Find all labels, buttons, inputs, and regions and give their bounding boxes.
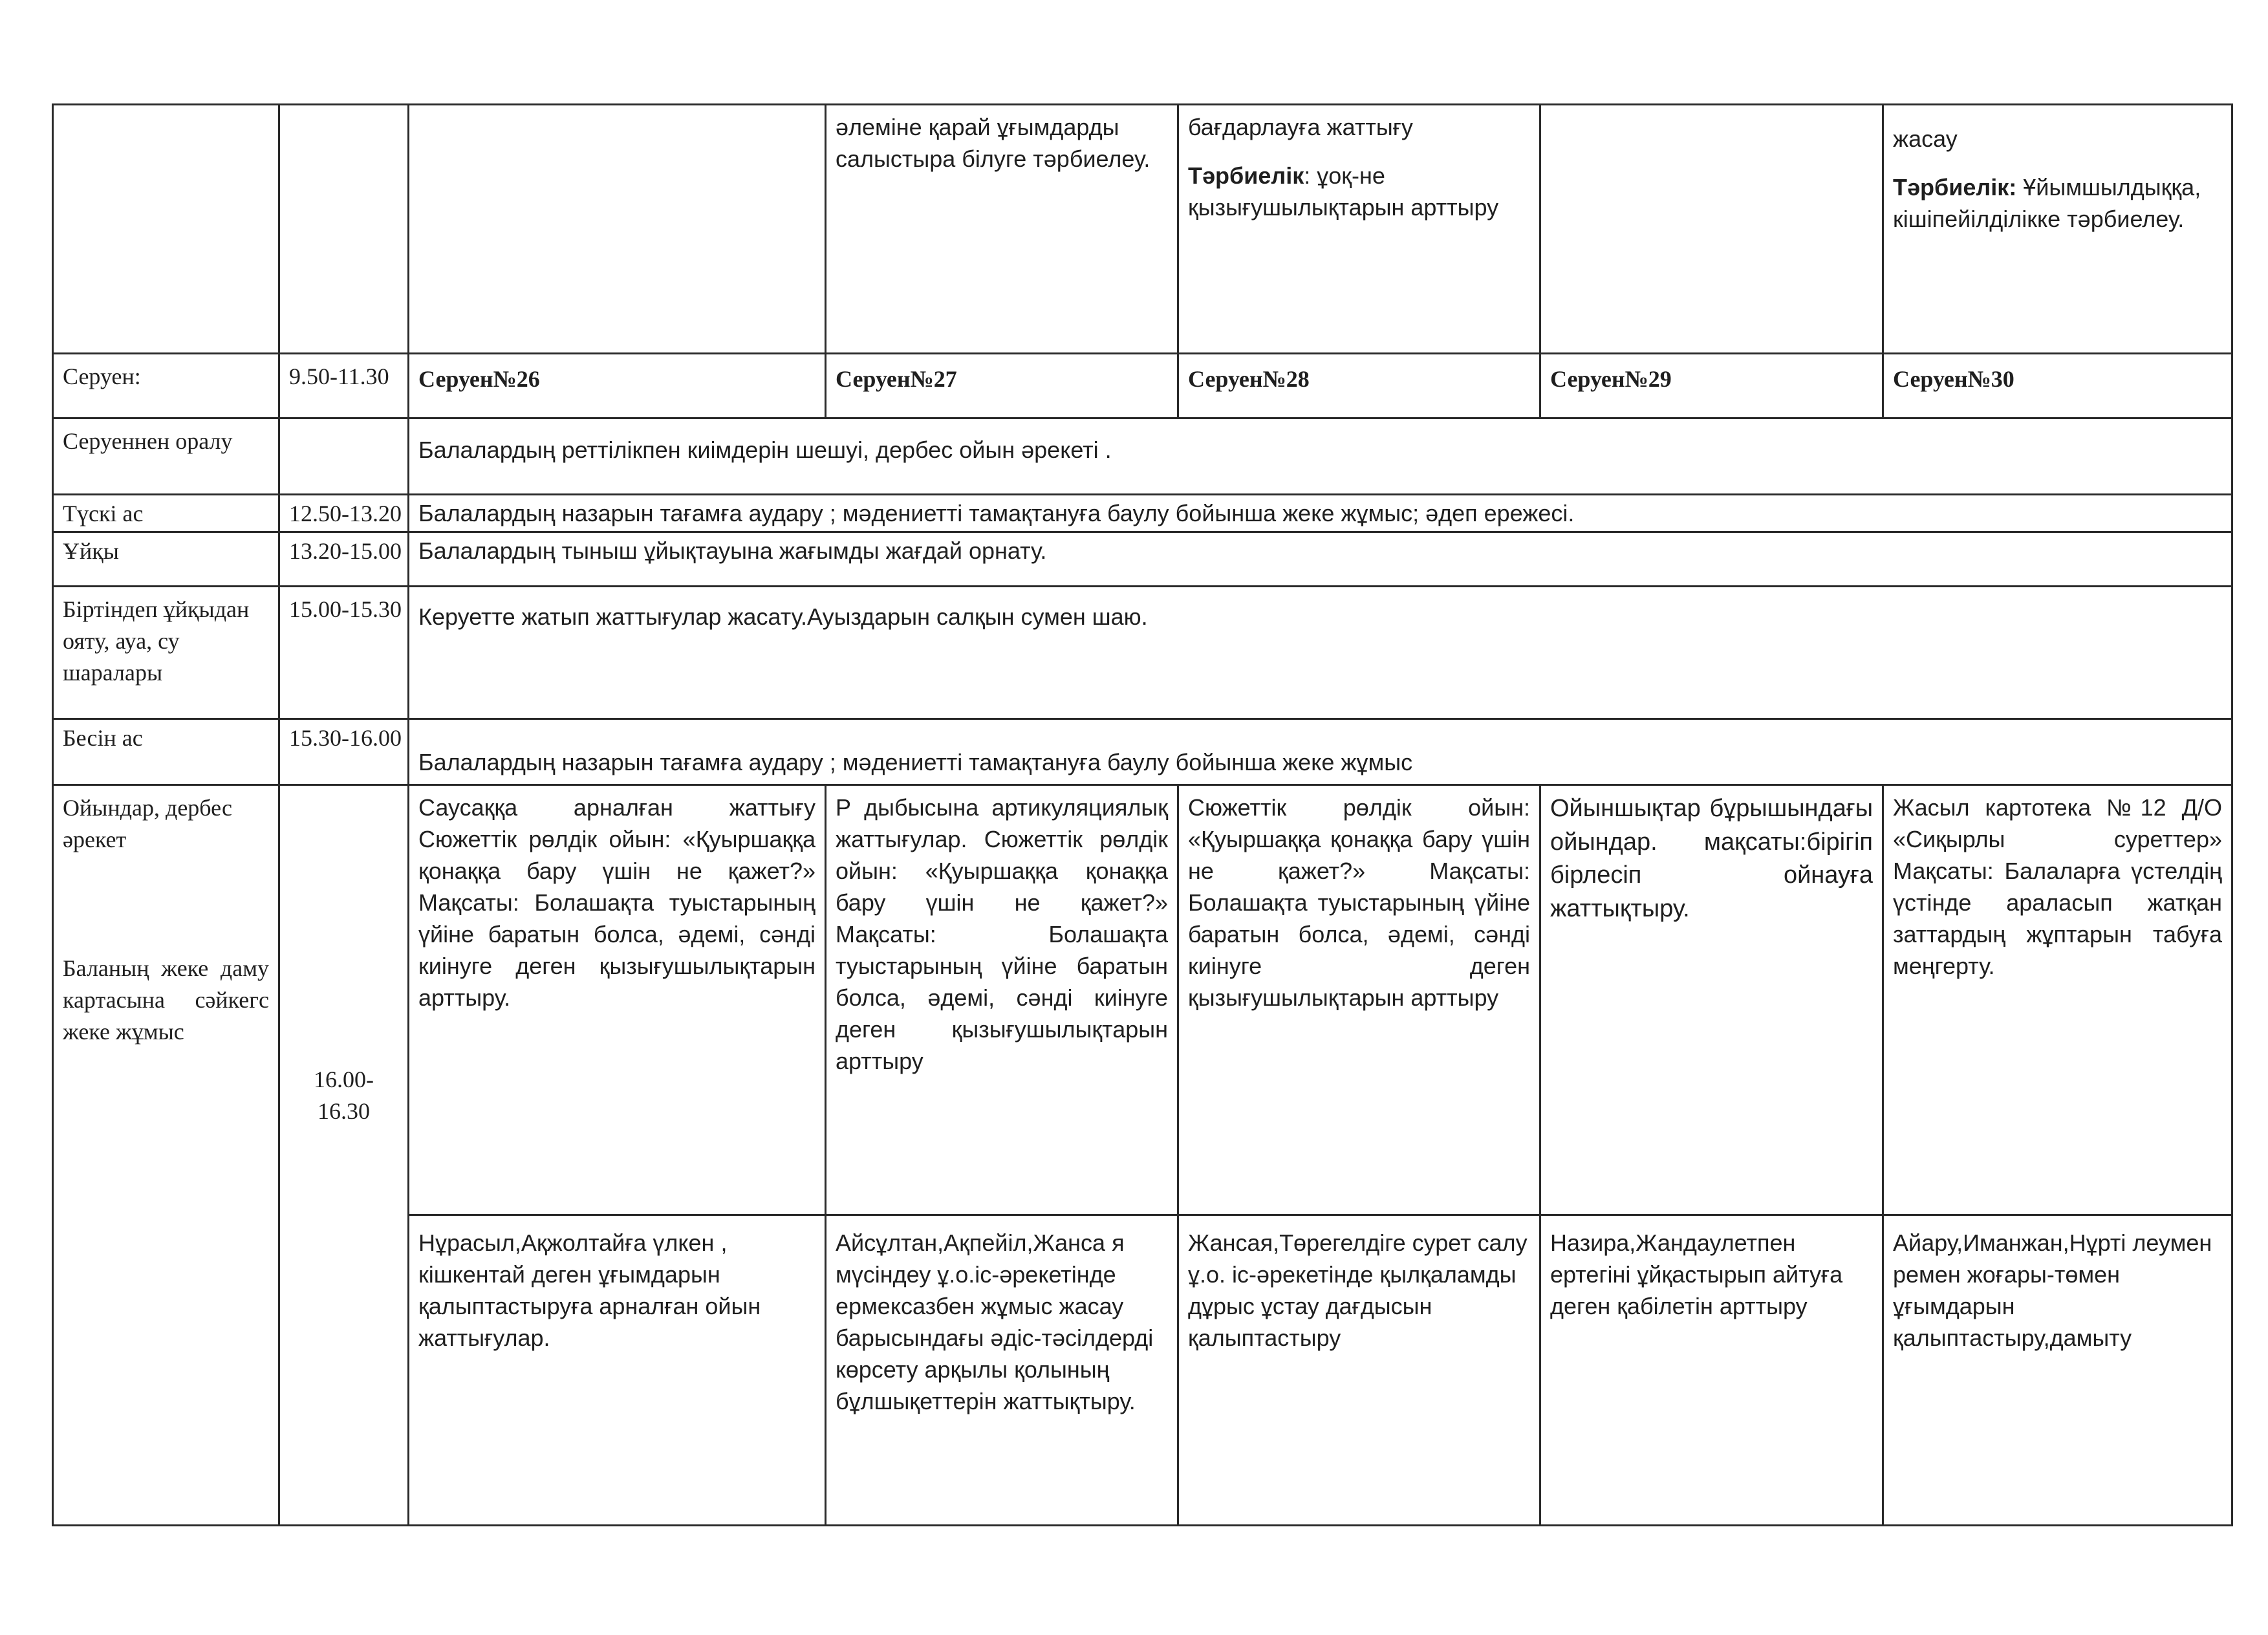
row-text: Балалардың назарын тағамға аудару ; мәдениетті тамақтануға баулу бойынша жеке жұмыс (409, 719, 2232, 785)
activity-text: жасау (1893, 125, 1958, 152)
table-row (53, 105, 2232, 354)
row-text: Керуетте жатып жаттығулар жасату.Ауыздарын салқын сумен шаю. (409, 586, 2232, 719)
activity-text: әлеміне қарай ұғымдарды салыстыра білуге тәрбиелеу. (836, 114, 1150, 172)
label-cell (53, 105, 279, 354)
table-row (53, 785, 2232, 1215)
table-row (53, 532, 2232, 586)
table-row (53, 495, 2232, 532)
walk-item: Серуен№27 (826, 354, 1178, 418)
time-cell: 12.50-13.20 (279, 495, 409, 532)
row-label: Серуеннен оралу (53, 418, 279, 495)
time-cell: 15.00-15.30 (279, 586, 409, 719)
individual-cell: Нұрасыл,Ақжолтайға үлкен , кішкентай деген ұғымдарын қалыптастыруға арналған ойын жаттығулар. (409, 1215, 826, 1525)
education-label: Тәрбиелік (1188, 162, 1304, 189)
education-label: Тәрбиелік: (1893, 173, 2017, 200)
walk-item: Серуен№28 (1178, 354, 1540, 418)
individual-cell: Айсұлтан,Ақпейіл,Жанса я мүсіндеу ұ.о.іс-әрекетінде ермексазбен жұмыс жасау барысындағы әдіс-тәсілдерді көрсету арқылы қолының бұлшықеттерін жаттықтыру. (826, 1215, 1178, 1525)
time-cell: 13.20-15.00 (279, 532, 409, 586)
table-row (53, 586, 2232, 719)
games-label: Ойындар, дербес әрекет (63, 794, 233, 852)
row-label: Серуен: (53, 354, 279, 418)
row-label: Түскі ас (53, 495, 279, 532)
activity-cell (409, 105, 826, 354)
daily-plan-table (52, 103, 2233, 1526)
time-cell (279, 105, 409, 354)
walk-item: Серуен№26 (409, 354, 826, 418)
activity-text: бағдарлауға жаттығу (1188, 114, 1413, 140)
activity-text: : ұоқ-не қызығушылықтарын арттыру (1188, 162, 1499, 221)
activity-cell (826, 105, 1178, 354)
time-cell: 16.00-16.30 (279, 785, 409, 1525)
individual-cell: Жансая,Төрегелдіге сурет салу ұ.о. іс-әрекетінде қылқаламды дұрыс ұстау дағдысын қалыптастыру (1178, 1215, 1540, 1525)
table-row (53, 418, 2232, 495)
row-label: Бесін ас (53, 719, 279, 785)
time-cell (279, 418, 409, 495)
row-text: Балалардың назарын тағамға аудару ; мәдениетті тамақтануға баулу бойынша жеке жұмыс; әдеп ережесі. (409, 495, 2232, 532)
row-text: Балалардың тыныш ұйықтауына жағымды жағдай орнату. (409, 532, 2232, 586)
table-row (53, 354, 2232, 418)
time-cell: 9.50-11.30 (279, 354, 409, 418)
activity-cell: Сюжеттік рөлдік ойын: «Қуыршаққа қонаққа бару үшін не қажет?» Мақсаты: Болашақта туыстарының үйіне баратын болса, әдемі, сәнді киінуге деген қызығушылықтарын арттыру (1178, 785, 1540, 1215)
row-label: Ұйқы (53, 532, 279, 586)
walk-item: Серуен№29 (1540, 354, 1883, 418)
activity-cell (1883, 105, 2232, 354)
row-label (53, 785, 279, 1525)
activity-cell: Саусаққа арналған жаттығу Сюжеттік рөлдік ойын: «Қуыршаққа қонаққа бару үшін не қажет?» Мақсаты: Болашақта туыстарының үйіне баратын болса, әдемі, сәнді киінуге деген қызығушылықтарын арттыру. (409, 785, 826, 1215)
individual-work-label: Баланың жеке даму картасына сәйкегс жеке жұмыс (63, 955, 269, 1045)
table-row (53, 719, 2232, 785)
row-label: Біртіндеп ұйқыдан ояту, ауа, су шаралары (53, 586, 279, 719)
activity-cell: Жасыл картотека №12 Д/О «Сиқырлы суреттер» Мақсаты: Балаларға үстелдің үстінде араласып жатқан заттардың жұптарын табуға меңгерту. (1883, 785, 2232, 1215)
row-text: Балалардың реттілікпен киімдерін шешуі, дербес ойын әрекеті . (409, 418, 2232, 495)
individual-cell: Айару,Иманжан,Нұрті леумен ремен жоғары-төмен ұғымдарын қалыптастыру,дамыту (1883, 1215, 2232, 1525)
walk-item: Серуен№30 (1883, 354, 2232, 418)
activity-cell (1178, 105, 1540, 354)
activity-cell: Р дыбысына артикуляциялық жаттығулар. Сюжеттік рөлдік ойын: «Қуыршаққа қонаққа бару үшін не қажет?» Мақсаты: Болашақта туыстарының үйіне баратын болса, әдемі, сәнді киінуге деген қызығушылықтарын арттыру (826, 785, 1178, 1215)
activity-cell (1540, 105, 1883, 354)
individual-cell: Назира,Жандаулетпен ертегіні ұйқастырып айтуға деген қабілетін арттыру (1540, 1215, 1883, 1525)
activity-text: Ұйымшылдыққа, кішіпейілділікке тәрбиелеу. (1893, 173, 2201, 232)
time-cell: 15.30-16.00 (279, 719, 409, 785)
activity-cell: Ойыншықтар бұрышындағы ойындар. мақсаты:бірігіп бірлесіп ойнауға жаттықтыру. (1540, 785, 1883, 1215)
